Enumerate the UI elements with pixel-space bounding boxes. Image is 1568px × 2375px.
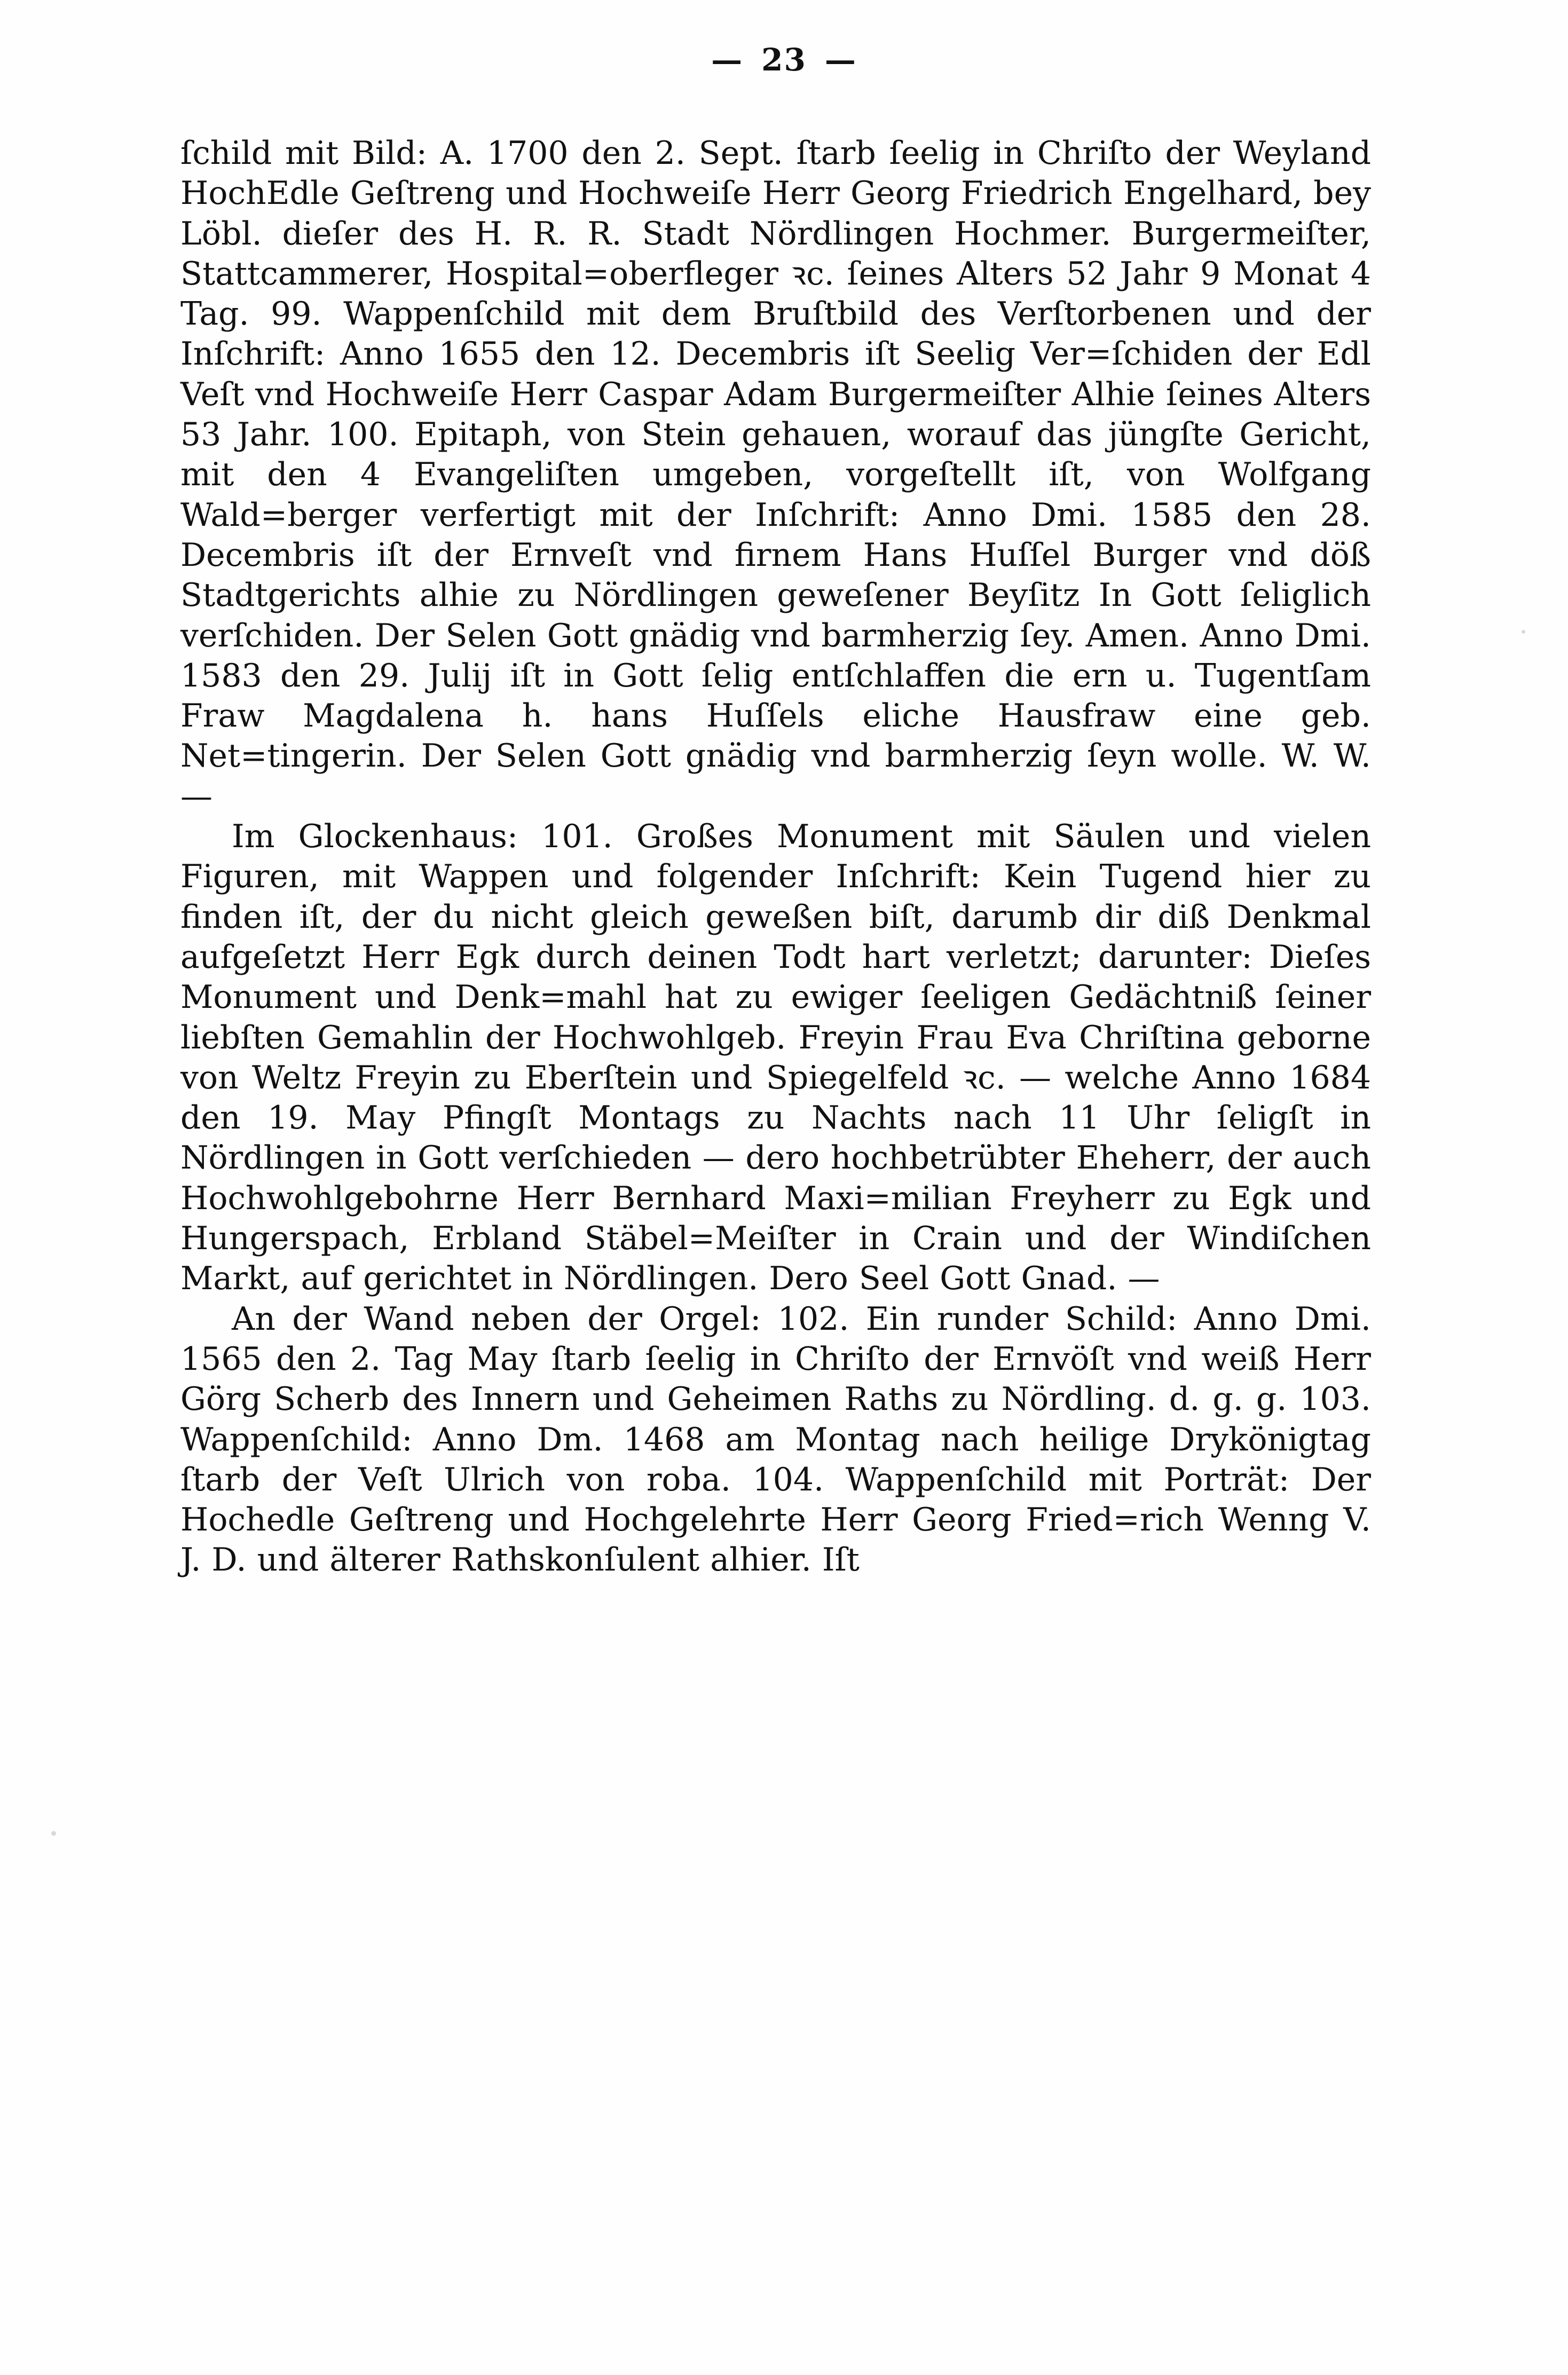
paragraph-2: Im Glockenhaus: 101. Großes Monument mit Säulen und vielen Figuren, mit Wappen und folgender Inſchrift: Kein Tugend hier zu finden iſt, der du nicht gleich geweßen biſt, darumb dir diß Denkmal aufgeſetzt Herr Egk durch deinen Todt hart verletzt; darunter: Dieſes Monument und Denk=mahl hat zu ewiger ſeeligen Gedächtniß ſeiner liebſten Gemahlin der Hochwohlgeb. Freyin Frau Eva Chriſtina geborne von Weltz Freyin zu Eberſtein und Spiegelfeld ꝛc. — welche Anno 1684 den 19. May Pfingſt Montags zu Nachts nach 11 Uhr ſeligſt in Nördlingen in Gott verſchieden — dero hochbetrübter Eheherr, der auch Hochwohlgebohrne Herr Bernhard Maxi=milian Freyherr zu Egk und Hungerspach, Erbland Stäbel=Meiſter in Crain und der Windiſchen Markt, auf gerichtet in Nördlingen. Dero Seel Gott Gnad. — (180, 818, 1371, 1298)
page-body (180, 133, 1371, 1581)
paragraph-1: ſchild mit Bild: A. 1700 den 2. Sept. ſtarb ſeelig in Chriſto der Weyland HochEdle Geſtreng und Hochweiſe Herr Georg Friedrich Engelhard, bey Löbl. dieſer des H. R. R. Stadt Nördlingen Hochmer. Burgermeiſter, Stattcammerer, Hospital=oberfleger ꝛc. ſeines Alters 52 Jahr 9 Monat 4 Tag. 99. Wappenſchild mit dem Bruſtbild des Verſtorbenen und der Inſchrift: Anno 1655 den 12. Decembris iſt Seelig Ver=ſchiden der Edl Veſt vnd Hochweiſe Herr Caspar Adam Burgermeiſter Alhie ſeines Alters 53 Jahr. 100. Epitaph, von Stein gehauen, worauf das jüngſte Gericht, mit den 4 Evangeliſten umgeben, vorgeſtellt iſt, von Wolfgang Wald=berger verfertigt mit der Inſchrift: Anno Dmi. 1585 den 28. Decembris iſt der Ernveſt vnd firnem Hans Huſſel Burger vnd döß Stadtgerichts alhie zu Nördlingen geweſener Beyſitz In Gott ſeliglich verſchiden. Der Selen Gott gnädig vnd barmherzig ſey. Amen. Anno Dmi. 1583 den 29. Julij iſt in Gott ſelig entſchlaffen die ern u. Tugentſam Fraw Magdalena h. hans Huſſels eliche Hausfraw eine geb. Net=tingerin. Der Selen Gott gnädig vnd barmherzig ſeyn wolle. W. W. — (180, 135, 1371, 815)
header-dash-left: — (711, 42, 744, 78)
scan-speck (1522, 630, 1525, 634)
header-dash-right: — (824, 42, 857, 78)
page-number: 23 (761, 42, 807, 78)
paragraph-3: An der Wand neben der Orgel: 102. Ein runder Schild: Anno Dmi. 1565 den 2. Tag May ſtarb ſeelig in Chriſto der Ernvöſt vnd weiß Herr Görg Scherb des Innern und Geheimen Raths zu Nördling. d. g. g. 103. Wappenſchild: Anno Dm. 1468 am Montag nach heilige Drykönigtag ſtarb der Veſt Ulrich von roba. 104. Wappenſchild mit Porträt: Der Hochedle Geſtreng und Hochgelehrte Herr Georg Fried=rich Wenng V. J. D. und älterer Rathskonſulent alhier. Iſt (180, 1300, 1371, 1579)
scan-speck (51, 1831, 56, 1836)
page-header (0, 42, 1568, 78)
